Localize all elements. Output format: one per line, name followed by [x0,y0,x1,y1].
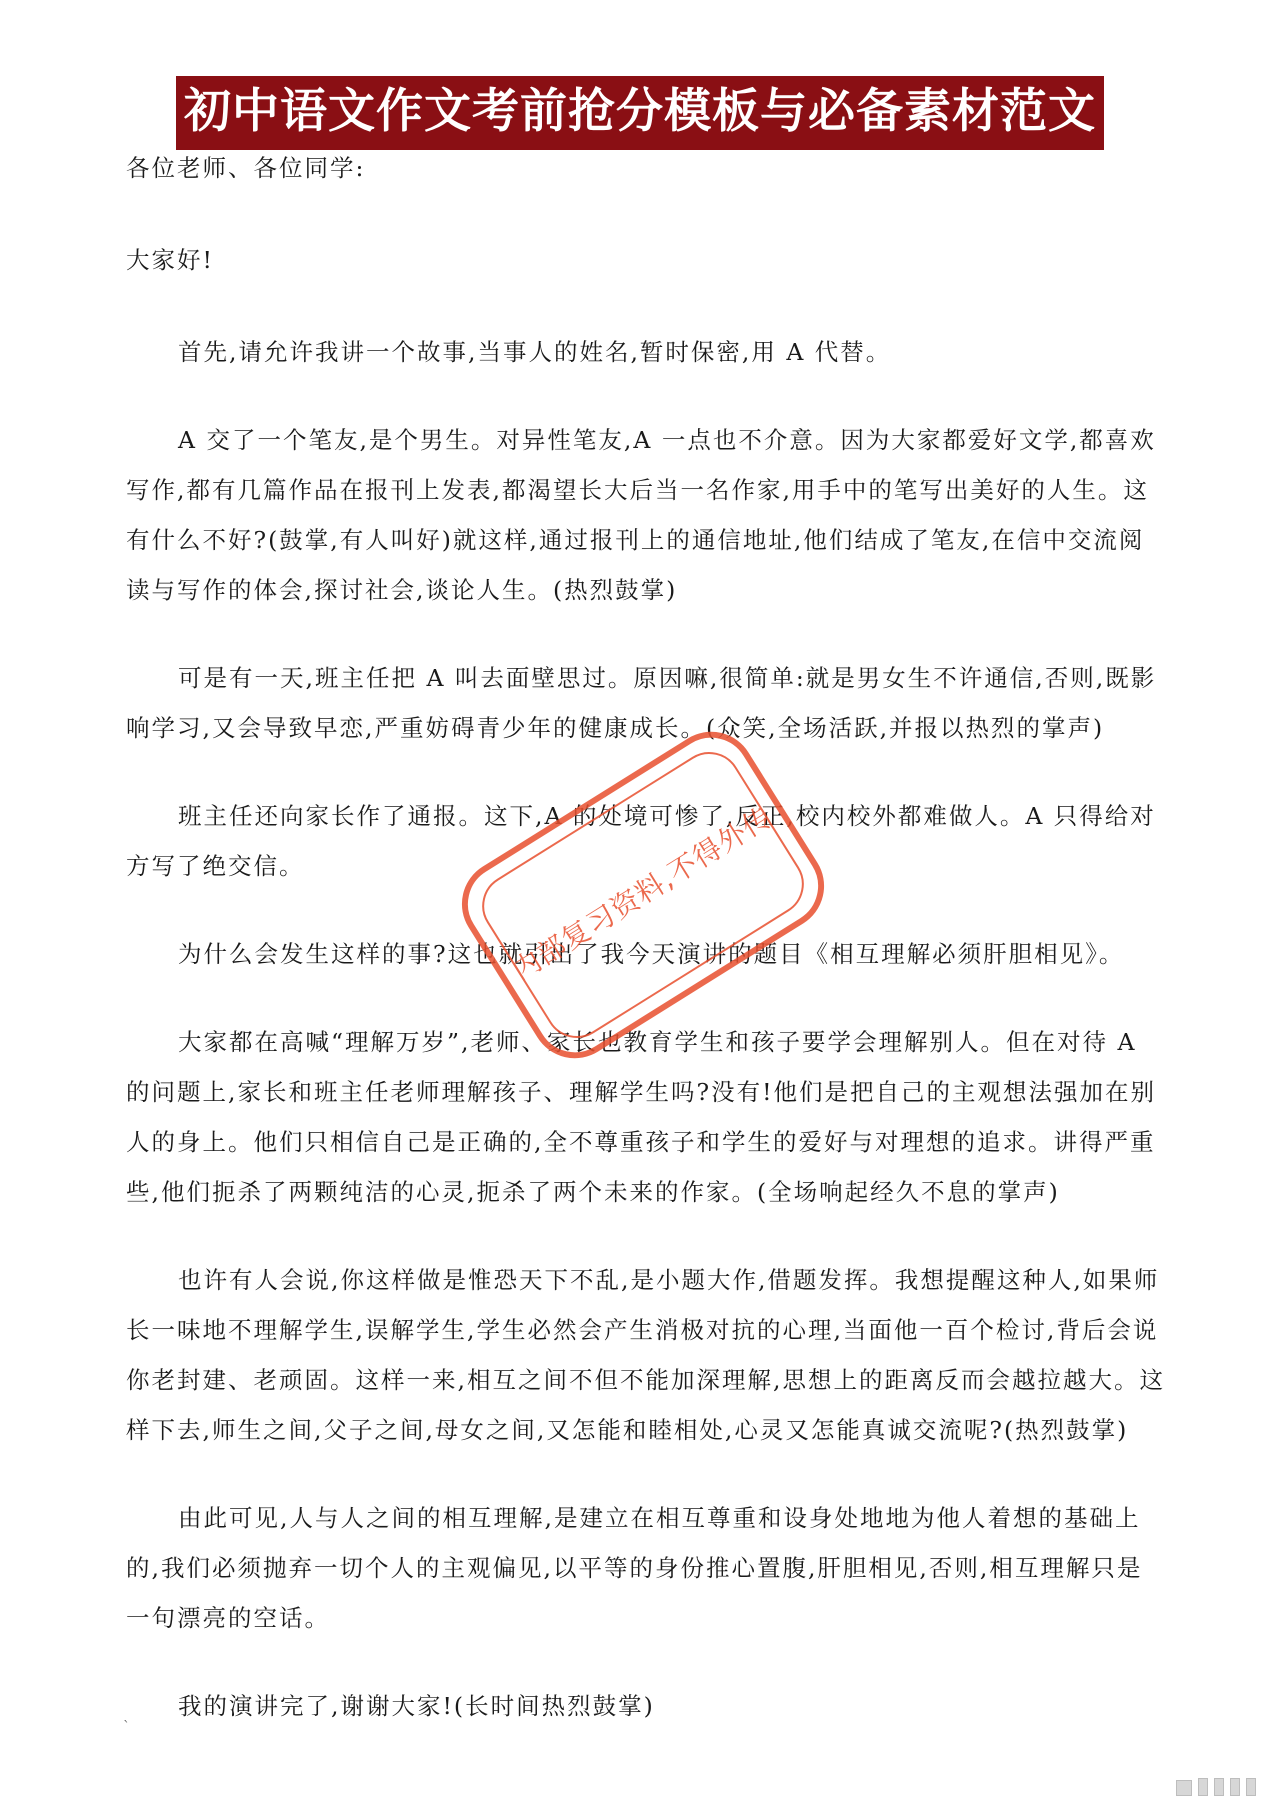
paragraph-2: A 交了一个笔友,是个男生。对异性笔友,A 一点也不介意。因为大家都爱好文学,都喜欢写作,都有几篇作品在报刊上发表,都渴望长大后当一名作家,用手中的笔写出美好的人生。这有什么不好?(鼓掌,有人叫好)就这样,通过报刊上的通信地址,他们结成了笔友,在信中交流阅读与写作的体会,探讨社会,谈论人生。(热烈鼓掌) [126,426,1156,604]
indicator-bar [1230,1778,1240,1796]
stamp-text: 内部复习资料,不得外传 [506,800,779,988]
paragraph-4: 班主任还向家长作了通报。这下,A 的处境可惨了,反正,校内校外都难做人。A 只得给对方写了绝交信。 [126,802,1156,880]
document-title: 初中语文作文考前抢分模板与必备素材范文 [176,76,1104,150]
paragraph-1: 首先,请允许我讲一个故事,当事人的姓名,暂时保密,用 A 代替。 [178,338,892,366]
paragraph-9: 我的演讲完了,谢谢大家!(长时间热烈鼓掌) [178,1692,655,1720]
salutation: 各位老师、各位同学: [126,154,366,182]
paragraph-6: 大家都在高喊“理解万岁”,老师、家长也教育学生和孩子要学会理解别人。但在对待 A 的问题上,家长和班主任老师理解孩子、理解学生吗?没有!他们是把自己的主观想法强加在别人的身上。他们只相信自己是正确的,全不尊重孩子和学生的爱好与对理想的追求。讲得严重些,他们扼杀了两颗纯洁的心灵,扼杀了两个未来的作家。(全场响起经久不息的掌声) [126,1028,1157,1206]
paragraph-5: 为什么会发生这样的事?这也就引出了我今天演讲的题目《相互理解必须肝胆相见》。 [178,940,1125,968]
indicator-bar [1176,1780,1192,1796]
paragraph-7: 也许有人会说,你这样做是惟恐天下不乱,是小题大作,借题发挥。我想提醒这种人,如果师长一味地不理解学生,误解学生,学生必然会产生消极对抗的心理,当面他一百个检讨,背后会说你老封建、老顽固。这样一来,相互之间不但不能加深理解,思想上的距离反而会越拉越大。这样下去,师生之间,父子之间,母女之间,又怎能和睦相处,心灵又怎能真诚交流呢?(热烈鼓掌) [126,1266,1165,1444]
title-wrap [0,76,1280,150]
indicator-bar [1246,1778,1256,1796]
paragraph-3: 可是有一天,班主任把 A 叫去面壁思过。原因嘛,很简单:就是男女生不许通信,否则,既影响学习,又会导致早恋,严重妨碍青少年的健康成长。(众笑,全场活跃,并报以热烈的掌声) [126,664,1157,742]
greeting: 大家好! [126,246,214,274]
pagination-indicator [1176,1778,1256,1796]
indicator-bar [1198,1778,1208,1796]
paragraph-8: 由此可见,人与人之间的相互理解,是建立在相互尊重和设身处地地为他人着想的基础上的,我们必须抛弃一切个人的主观偏见,以平等的身份推心置腹,肝胆相见,否则,相互理解只是一句漂亮的空话。 [126,1504,1143,1632]
indicator-bar [1214,1778,1224,1796]
page-mark: ` [123,1719,130,1735]
